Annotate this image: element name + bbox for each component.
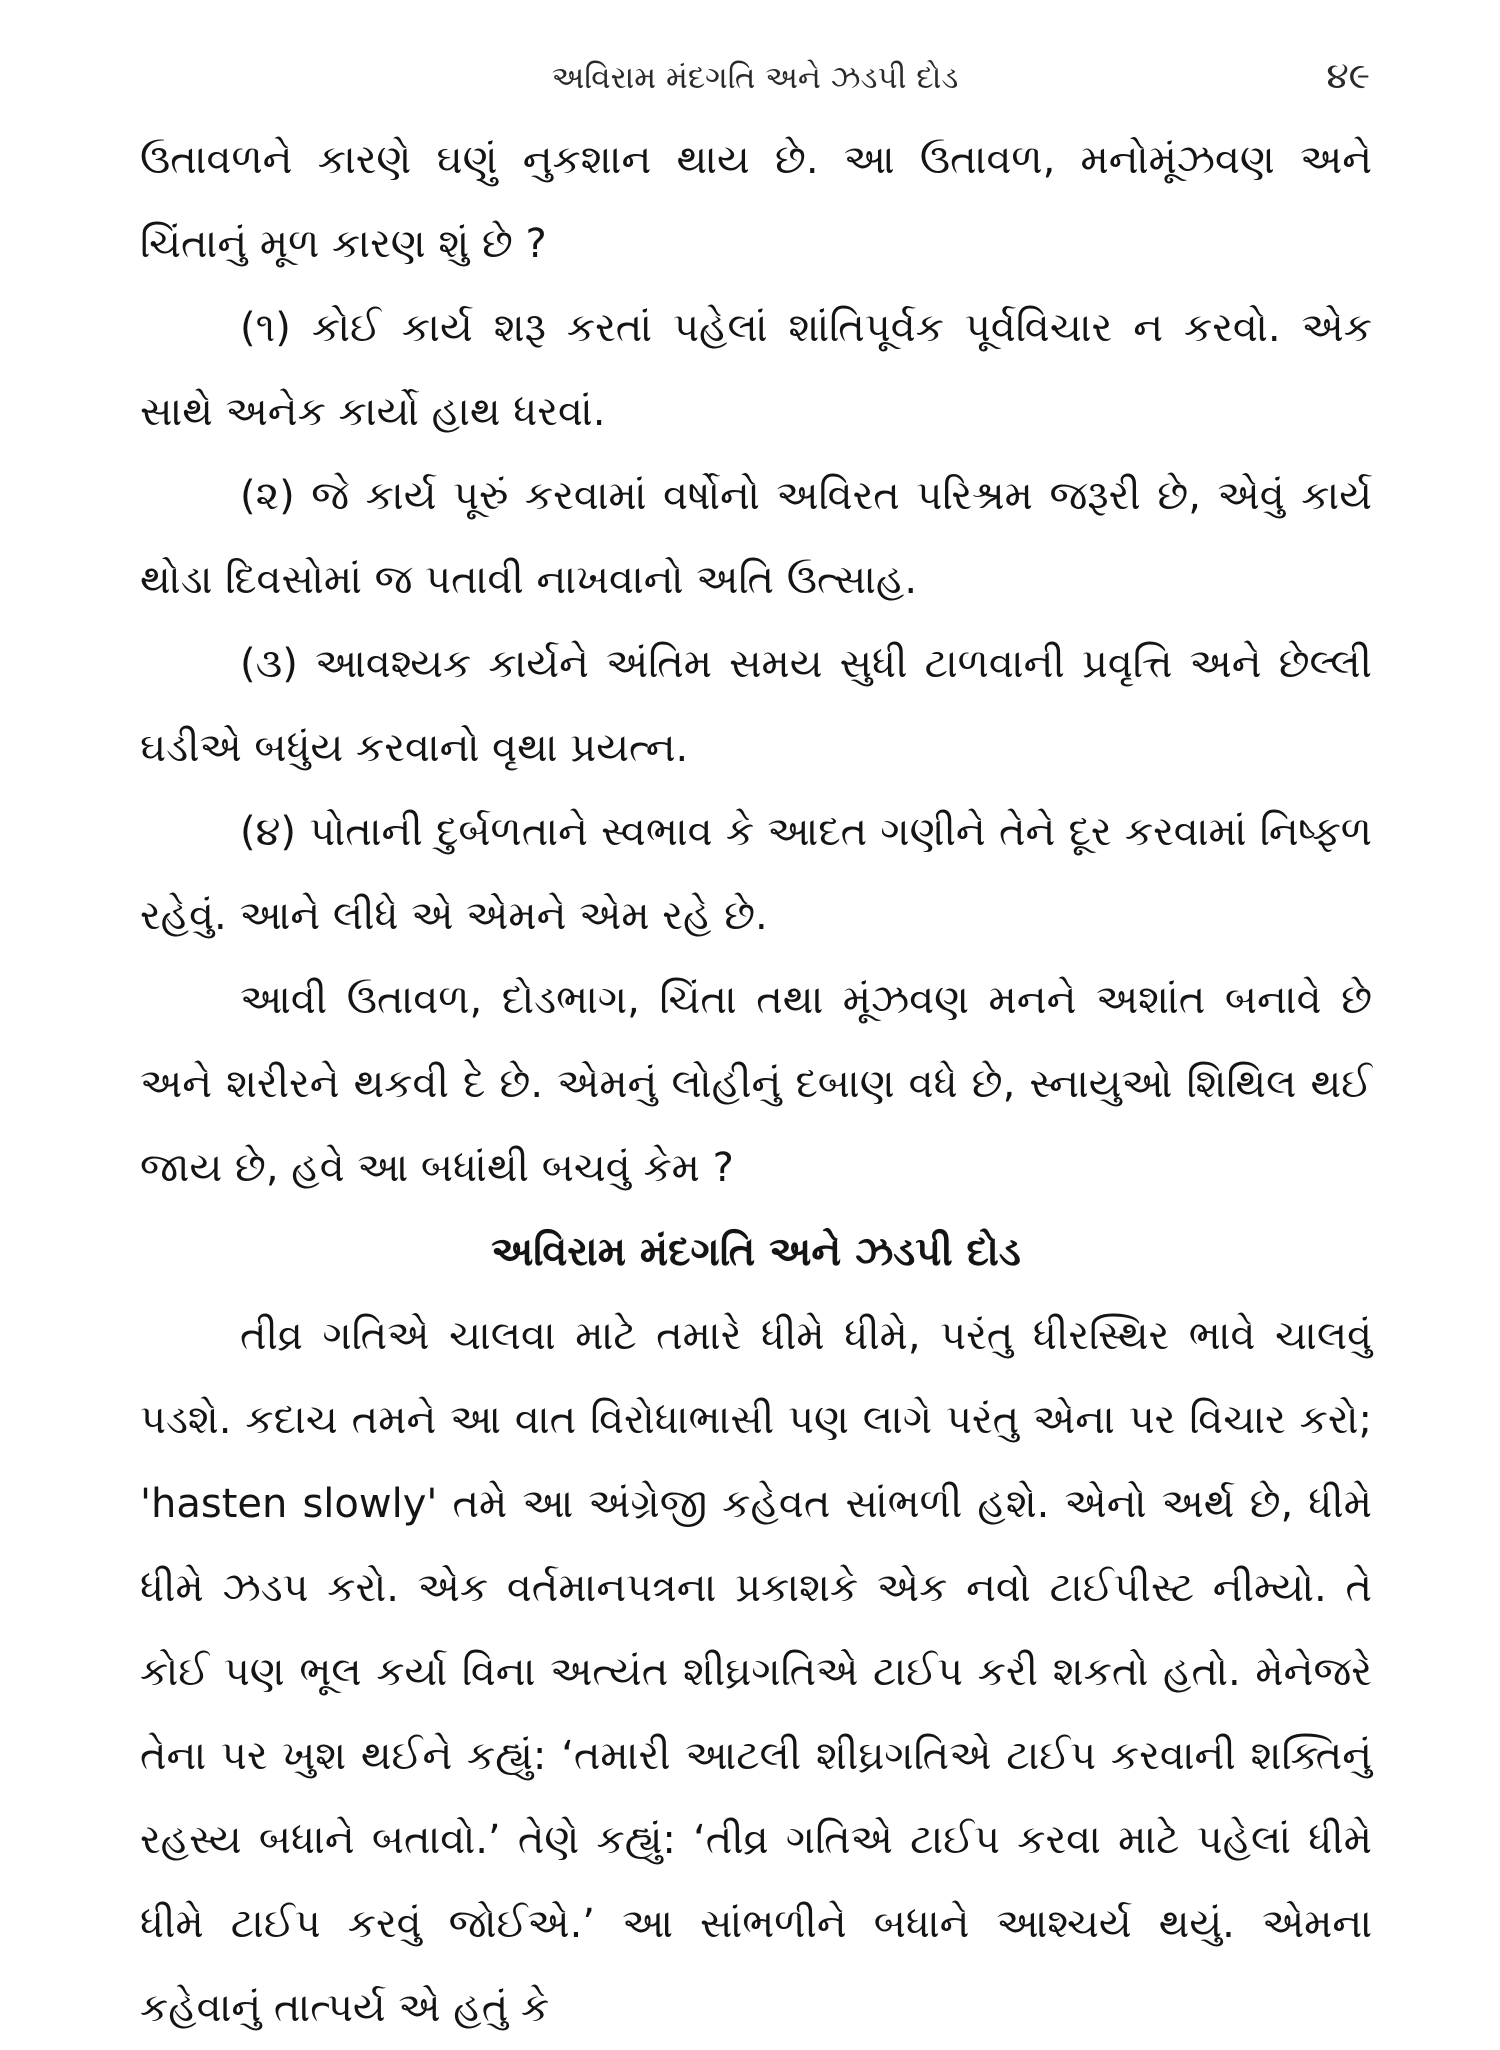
paragraph-point-1: (૧) કોઈ કાર્ય શરૂ કરતાં પહેલાં શાંતિપૂર્વક પૂર્વવિચાર ન કરવો. એક સાથે અનેક કાર્યો હાથ ધરવાં. (140, 305, 1372, 435)
paragraph-point-4: (૪) પોતાની દુર્બળતાને સ્વભાવ કે આદત ગણીને તેને દૂર કરવામાં નિષ્ફળ રહેવું. આને લીધે એ એમને એમ રહે છે. (140, 809, 1372, 939)
paragraph-intro: ઉતાવળને કારણે ઘણું નુકશાન થાય છે. આ ઉતાવળ, મનોમૂંઝવણ અને ચિંતાનું મૂળ કારણ શું છે ? (140, 137, 1372, 267)
paragraph-summary: આવી ઉતાવળ, દોડભાગ, ચિંતા તથા મૂંઝવણ મનને અશાંત બનાવે છે અને શરીરને થકવી દે છે. એમનું લોહીનું દબાણ વધે છે, સ્નાયુઓ શિથિલ થઈ જાય છે, હવે આ બધાંથી બચવું કેમ ? (140, 977, 1372, 1191)
section-heading: અવિરામ મંદગતિ અને ઝડપી દોડ (491, 1229, 1021, 1275)
paragraph-section-body: તીવ્ર ગતિએ ચાલવા માટે તમારે ધીમે ધીમે, પરંતુ ધીરસ્થિર ભાવે ચાલવું પડશે. કદાચ તમને આ વાત વિરોધાભાસી પણ લાગે પરંતુ એના પર વિચાર કરો; 'hasten slowly' તમે આ અંગ્રેજી કહેવત સાંભળી હશે. એનો અર્થ છે, ધીમે ધીમે ઝડપ કરો. એક વર્તમાનપત્રના પ્રકાશકે એક નવો ટાઈપીસ્ટ નીમ્યો. તે કોઈ પણ ભૂલ કર્યા વિના અત્યંત શીઘ્રગતિએ ટાઈપ કરી શકતો હતો. મેનેજરે તેના પર ખુશ થઈને કહ્યું: ‘તમારી આટલી શીઘ્રગતિએ ટાઈપ કરવાની શક્તિનું રહસ્ય બધાને બતાવો.’ તેણે કહ્યું: ‘તીવ્ર ગતિએ ટાઈપ કરવા માટે પહેલાં ધીમે ધીમે ટાઈપ કરવું જોઈએ.’ આ સાંભળીને બધાને આશ્ચર્ય થયું. એમના કહેવાનું તાત્પર્ય એ હતું કે (140, 1313, 1372, 2031)
page-body (140, 118, 1372, 2050)
running-header (140, 52, 1370, 116)
running-title: અવિરામ મંદગતિ અને ઝડપી દોડ (551, 60, 959, 96)
page-number: ૪૯ (1326, 56, 1370, 97)
paragraph-point-3: (૩) આવશ્યક કાર્યને અંતિમ સમય સુધી ટાળવાની પ્રવૃત્તિ અને છેલ્લી ઘડીએ બધુંય કરવાનો વૃથા પ્રયત્ન. (140, 641, 1372, 771)
paragraph-point-2: (૨) જે કાર્ય પૂરું કરવામાં વર્ષોનો અવિરત પરિશ્રમ જરૂરી છે, એવું કાર્ય થોડા દિવસોમાં જ પતાવી નાખવાનો અતિ ઉત્સાહ. (140, 473, 1372, 603)
